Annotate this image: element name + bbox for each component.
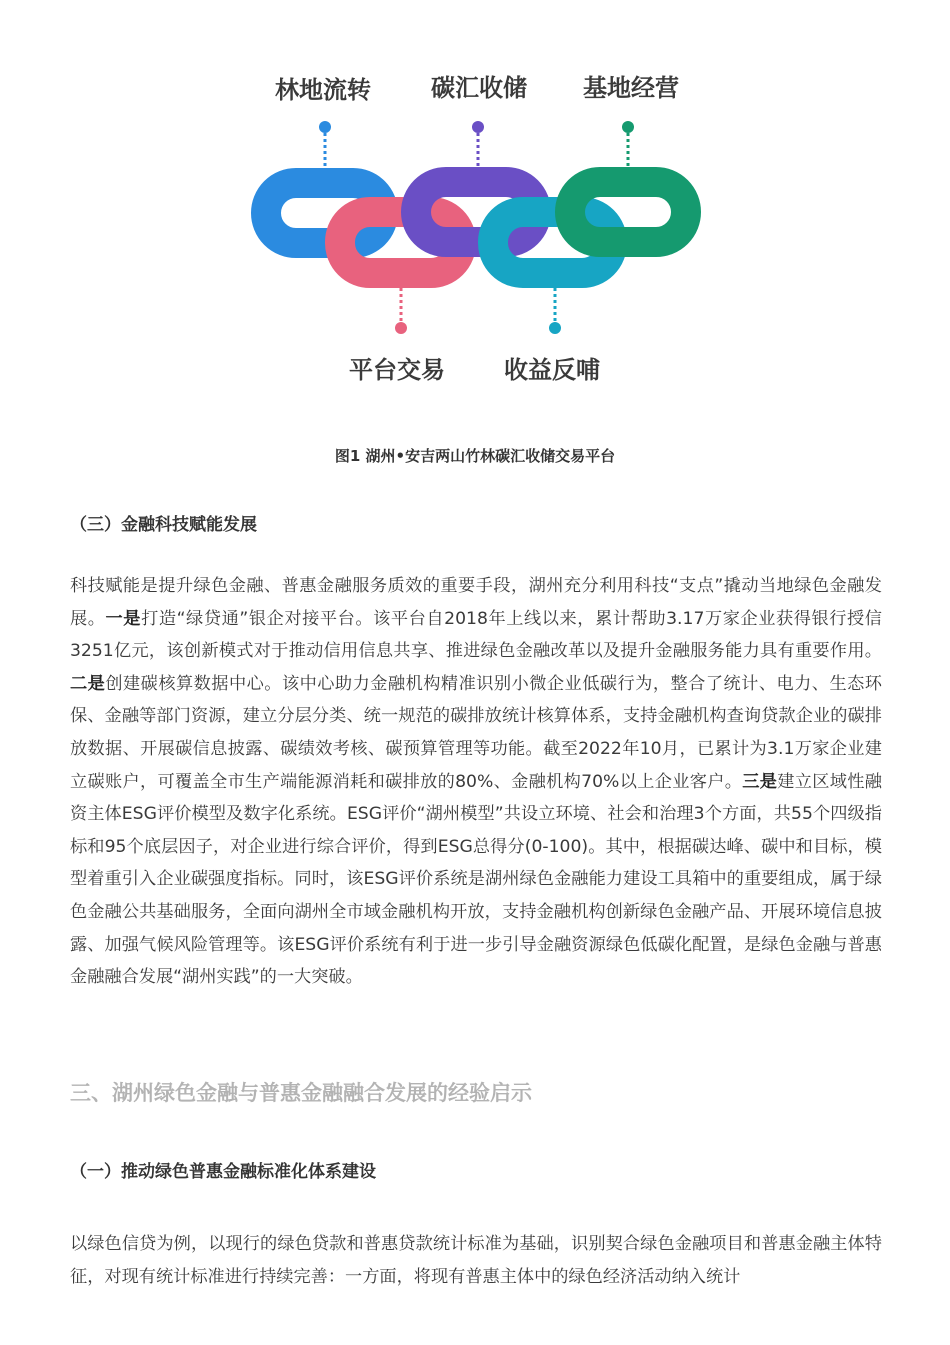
para-third-point: 建立区域性融资主体ESG评价模型及数字化系统。ESG评价“湖州模型”共设立环境、社会和治理3个方面，共55个四级指标和95个底层因子，对企业进行综合评价，得到ESG总得分(0-100)。其中，根据碳达峰、碳中和目标，模型着重引入企业碳强度指标。同时，该ESG评价系统是湖州绿色金融能力建设工具箱中的重要组成，属于绿色金融公共基础服务，全面向湖州全市域金融机构开放，支持金融机构创新绿色金融产品、开展环境信息披露、加强气候风险管理等。该ESG评价系统有利于进一步引导金融资源绿色低碳化配置，是绿色金融与普惠金融融合发展“湖州实践”的一大突破。 xyxy=(70,771,882,988)
standardization-paragraph: 以绿色信贷为例，以现行的绿色贷款和普惠贷款统计标准为基础，识别契合绿色金融项目和普惠金融主体特征，对现有统计标准进行持续完善：一方面，将现有普惠主体中的绿色经济活动纳入统计 xyxy=(70,1234,882,1287)
figure-caption: 图1 湖州•安吉两山竹林碳汇收储交易平台 xyxy=(334,447,616,465)
connector-carbon-storage xyxy=(472,121,484,168)
connector-base-operation xyxy=(622,121,634,168)
section-title-experience: 三、湖州绿色金融与普惠金融融合发展的经验启示 xyxy=(70,1081,532,1105)
para-intro: 科技赋能是提升绿色金融、普惠金融服务质效的重要手段，湖州充分利用科技“支点”撬动当地绿色金融发展。 xyxy=(70,576,882,629)
label-base-operation: 基地经营 xyxy=(583,74,679,102)
keyword-first: 一是 xyxy=(105,608,142,629)
subsection-heading-standardization: （一）推动绿色普惠金融标准化体系建设 xyxy=(70,1162,376,1182)
label-revenue-feedback: 收益反哺 xyxy=(504,356,600,384)
connector-revenue-feedback xyxy=(549,288,561,334)
para-second-point: 创建碳核算数据中心。该中心助力金融机构精准识别小微企业低碳行为，整合了统计、电力、生态环保、金融等部门资源，建立分层分类、统一规范的碳排放统计核算体系，支持金融机构查询贷款企业的碳排放数据、开展碳信息披露、碳绩效考核、碳预算管理等功能。截至2022年10月，已累计为3.1万家企业建立碳账户，可覆盖全市生产端能源消耗和碳排放的80%、金融机构70%以上企业客户。 xyxy=(70,673,882,792)
carbon-platform-diagram xyxy=(0,0,950,430)
connector-forest-transfer xyxy=(319,121,331,170)
label-platform-trading: 平台交易 xyxy=(349,356,445,384)
label-carbon-storage: 碳汇收储 xyxy=(431,74,527,102)
para-first-point: 打造“绿贷通”银企对接平台。该平台自2018年上线以来，累计帮助3.17万家企业获得银行授信3251亿元，该创新模式对于推动信用信息共享、推进绿色金融改革以及提升金融服务能力具有重要作用。 xyxy=(70,608,882,662)
keyword-second: 二是 xyxy=(70,673,106,694)
connector-platform-trading xyxy=(395,288,407,334)
fintech-paragraph xyxy=(70,570,882,994)
subsection-heading-fintech: （三）金融科技赋能发展 xyxy=(70,515,257,535)
label-forest-transfer: 林地流转 xyxy=(275,76,371,104)
keyword-third: 三是 xyxy=(742,771,778,792)
